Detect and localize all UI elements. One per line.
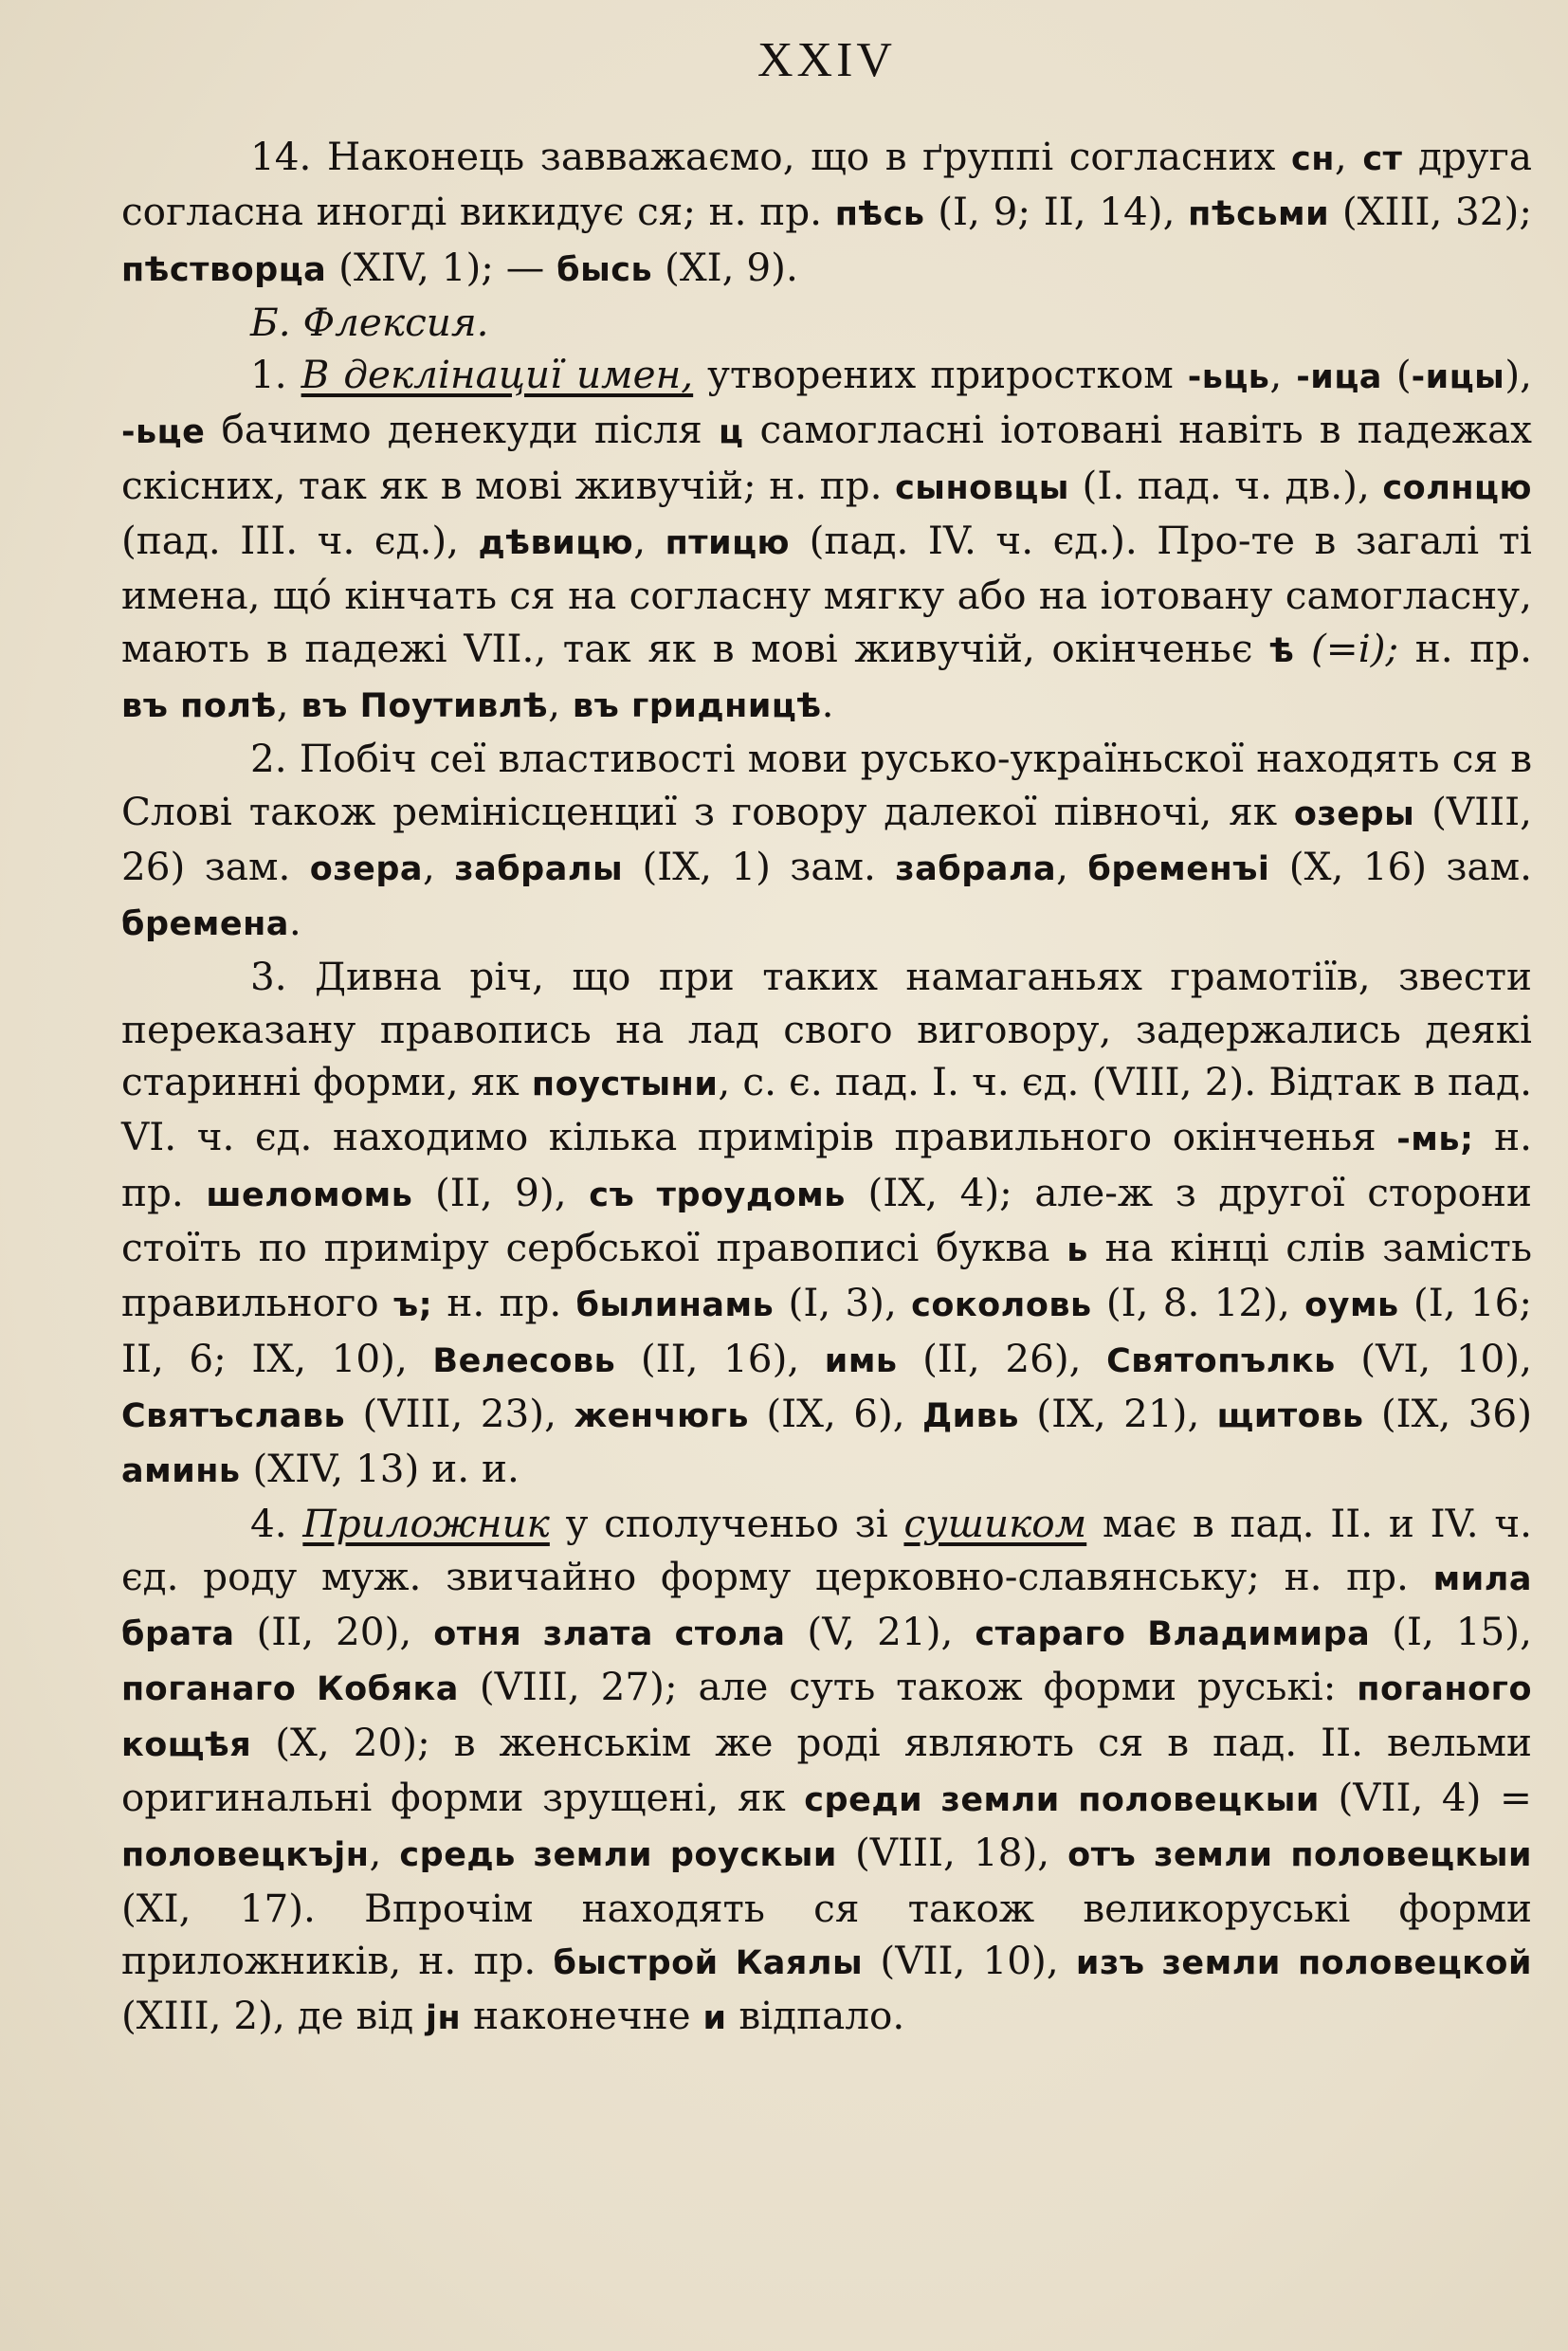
church-slavonic-word: озеры (1293, 794, 1415, 833)
church-slavonic-word: женчюгь (574, 1396, 750, 1435)
church-slavonic-word: -мь; (1396, 1121, 1474, 1159)
church-slavonic-word: Святъславь (121, 1396, 346, 1435)
church-slavonic-word: шеломомь (206, 1176, 413, 1214)
church-slavonic-word: солнцю (1382, 468, 1532, 507)
church-slavonic-word: Святопълкь (1106, 1341, 1336, 1380)
church-slavonic-word: стараго Владимира (975, 1615, 1371, 1654)
text-run: (І, 9; II, 14), (924, 189, 1189, 235)
text-run: 1. (250, 352, 301, 398)
church-slavonic-word: мила брата (121, 1559, 1532, 1654)
text-run: (II, 16), (615, 1335, 825, 1381)
church-slavonic-word: пѣстворца (121, 250, 327, 289)
text-run: , (1334, 134, 1363, 179)
church-slavonic-word: ъ; (392, 1286, 433, 1325)
church-slavonic-word: пѣсь (834, 195, 925, 234)
text-run: ( (1381, 352, 1412, 398)
church-slavonic-word: ѣ (1269, 631, 1295, 670)
church-slavonic-word: сыновцы (895, 468, 1069, 507)
church-slavonic-word: щитовь (1216, 1396, 1364, 1435)
text-run: (VIII, 26) зам. (121, 788, 1532, 889)
text-run: (IX, 1) зам. (623, 843, 896, 889)
text-run: Приложник (302, 1501, 550, 1547)
text-run: (VIII, 23), (345, 1390, 574, 1436)
section-heading (121, 297, 1532, 349)
text-run: (V, 21), (785, 1609, 975, 1655)
text-run (1294, 626, 1311, 671)
text-run: , (276, 680, 301, 726)
text-run: наконечне (461, 1993, 703, 2039)
church-slavonic-word: быстрой Каялы (553, 1943, 864, 1982)
text-run: 3. Дивна річ, що при таких намаганьях грамотіїв, звести переказану правопись на лад свого виговору, задержались деякі старинні форми, як (121, 954, 1532, 1105)
church-slavonic-word: забралы (454, 849, 624, 888)
church-slavonic-word: -ьце (121, 413, 206, 452)
church-slavonic-word: оумь (1304, 1286, 1399, 1325)
text-run: бачимо денекуди після (205, 407, 719, 453)
text-run: (IX, 4); але-ж з другої сторони стоїть по приміру сербської правописі буква (121, 1169, 1532, 1270)
text-run: утворених приростком (693, 352, 1188, 398)
church-slavonic-word: и (702, 1999, 727, 2038)
text-run: (XI, 17). Впрочім находять ся також великоруські форми приложників, н. пр. (121, 1885, 1532, 1983)
text-run: н. пр. (432, 1280, 576, 1326)
church-slavonic-word: озера (309, 849, 423, 888)
text-run: , (1056, 843, 1088, 889)
text-run: на кінці слів замість правильного (121, 1224, 1532, 1326)
text-run: самогласні іотовані навіть в падежах скісних, так як в мові живучій; н. пр. (121, 407, 1532, 508)
text-run: (I, 15), (1370, 1609, 1532, 1655)
church-slavonic-word: половецкъјн (121, 1836, 370, 1875)
text-run: , (548, 680, 573, 726)
text-run: н. пр. (121, 1114, 1532, 1215)
church-slavonic-word: пѣсьми (1188, 195, 1330, 234)
church-slavonic-word: поганаго Кобяка (121, 1670, 459, 1709)
church-slavonic-word: изъ земли половецкой (1075, 1943, 1532, 1982)
text-run: (VII, 4) = (1319, 1774, 1532, 1820)
text-run: (І, 16; II, 6; IX, 10), (121, 1280, 1532, 1381)
text-run: (IX, 21), (1018, 1390, 1217, 1436)
text-run: (IX, 36) (1363, 1390, 1532, 1436)
text-run: (пад. IV. ч. єд.). Про-те в загалі ті имена, що́ кінчать ся на согласну мягку або на іотовану самогласну, мають в падежі VII., так як в мові живучій, окінченьє (121, 518, 1532, 671)
church-slavonic-word: -ица (1296, 358, 1382, 397)
church-slavonic-word: ц (718, 413, 744, 452)
text-run: . (288, 899, 301, 945)
text-run: , (633, 518, 665, 564)
text-run: , с. є. пад. І. ч. єд. (VIII, 2). Відтак в пад. VI. ч. єд. находимо кілька примірів правильного окінченья (121, 1059, 1532, 1160)
text-run: 14. Наконець завважаємо, що в ґруппі согласних (250, 134, 1291, 179)
church-slavonic-word: средь земли роускыи (399, 1836, 837, 1875)
text-run: (II, 26), (897, 1335, 1107, 1381)
text-run: (X, 16) зам. (1269, 843, 1533, 889)
text-run: , (1269, 352, 1297, 398)
church-slavonic-word: имь (824, 1341, 898, 1380)
church-slavonic-word: въ гридницѣ (572, 686, 822, 725)
church-slavonic-word: поганого кощѣя (121, 1670, 1532, 1764)
church-slavonic-word: сн (1290, 140, 1335, 178)
paragraph-p3 (121, 951, 1532, 1498)
church-slavonic-word: соколовь (911, 1286, 1092, 1325)
church-slavonic-word: былинамь (575, 1286, 775, 1325)
church-slavonic-word: отня злата стола (433, 1615, 786, 1654)
page-number: XXIV (757, 33, 896, 87)
text-run: (XIII, 32); (1329, 189, 1532, 235)
church-slavonic-word: птицю (665, 524, 791, 563)
text-run: (І. пад. ч. дв.), (1068, 462, 1383, 508)
text-run: (XI, 9). (652, 244, 798, 290)
body-text (121, 131, 1532, 2045)
church-slavonic-word: бремена (121, 905, 289, 944)
paragraph-p2 (121, 733, 1532, 951)
paragraph-p14 (121, 131, 1532, 297)
church-slavonic-word: съ троудомь (589, 1176, 846, 1214)
text-run: (XIII, 2), де від (121, 1993, 427, 2039)
text-run: , (369, 1830, 400, 1876)
text-run: (=і); (1311, 625, 1399, 671)
text-run: має в пад. II. и IV. ч. єд. роду муж. звичайно форму церковно-славянську; н. пр. (121, 1501, 1532, 1599)
text-run: Б. Флексия. (250, 299, 489, 345)
text-run: ), (1504, 352, 1532, 398)
text-run: у сполученьо зі (549, 1501, 904, 1547)
text-run: В деклінациї имен, (301, 352, 694, 398)
church-slavonic-word: забрала (895, 849, 1057, 888)
church-slavonic-word: дѣвицю (478, 524, 634, 563)
text-run: (І, 8. 12), (1091, 1280, 1305, 1326)
text-run: (VII, 10), (863, 1937, 1076, 1983)
text-run: (VI, 10), (1335, 1335, 1532, 1381)
church-slavonic-word: среди земли половецкыи (804, 1780, 1320, 1819)
text-run: (II, 20), (234, 1609, 434, 1655)
text-run: (IX, 6), (749, 1390, 922, 1436)
text-run: . (821, 680, 834, 726)
text-run: відпало. (726, 1993, 905, 2039)
text-run: 4. (250, 1501, 303, 1547)
text-run: (І, 3), (774, 1280, 912, 1326)
paragraph-p4 (121, 1498, 1532, 2045)
text-run: сушиком (903, 1501, 1087, 1547)
text-run: , (423, 843, 455, 889)
text-run: (VIII, 27); але суть також форми руські: (458, 1664, 1358, 1710)
church-slavonic-word: јн (426, 1999, 462, 2038)
church-slavonic-word: въ Поутивлѣ (301, 686, 549, 725)
church-slavonic-word: отъ земли половецкыи (1067, 1836, 1532, 1875)
church-slavonic-word: въ полѣ (121, 686, 277, 725)
text-run: н. пр. (1398, 625, 1532, 671)
church-slavonic-word: ь (1067, 1230, 1088, 1269)
paragraph-p1 (121, 349, 1532, 733)
church-slavonic-word: Дивь (921, 1396, 1019, 1435)
church-slavonic-word: поустыни (531, 1066, 719, 1104)
church-slavonic-word: бременъі (1087, 849, 1270, 888)
text-run: друга согласна иногді викидує ся; н. пр. (121, 134, 1533, 235)
text-run: (X, 20); в женськім же роді являють ся в пад. II. вельми оригинальні форми зрущені, як (121, 1719, 1532, 1820)
church-slavonic-word: аминь (121, 1452, 241, 1491)
text-run: (XIV, 1); — (326, 244, 557, 290)
church-slavonic-word: бысь (556, 250, 653, 289)
church-slavonic-word: -ицы (1411, 358, 1505, 397)
church-slavonic-word: Велесовь (432, 1341, 616, 1380)
text-run: (II, 9), (412, 1169, 590, 1215)
church-slavonic-word: ст (1362, 140, 1403, 178)
text-run: 2. Побіч сеї властивості мови русько-україньскої находять ся в Слові також ремінісценциї з говору далекої півночі, як (121, 736, 1532, 834)
text-run: (пад. III. ч. єд.), (121, 518, 479, 564)
text-run: (VIII, 18), (836, 1830, 1068, 1876)
church-slavonic-word: -ьць (1187, 358, 1270, 397)
text-run: (XIV, 13) и. и. (240, 1446, 520, 1492)
